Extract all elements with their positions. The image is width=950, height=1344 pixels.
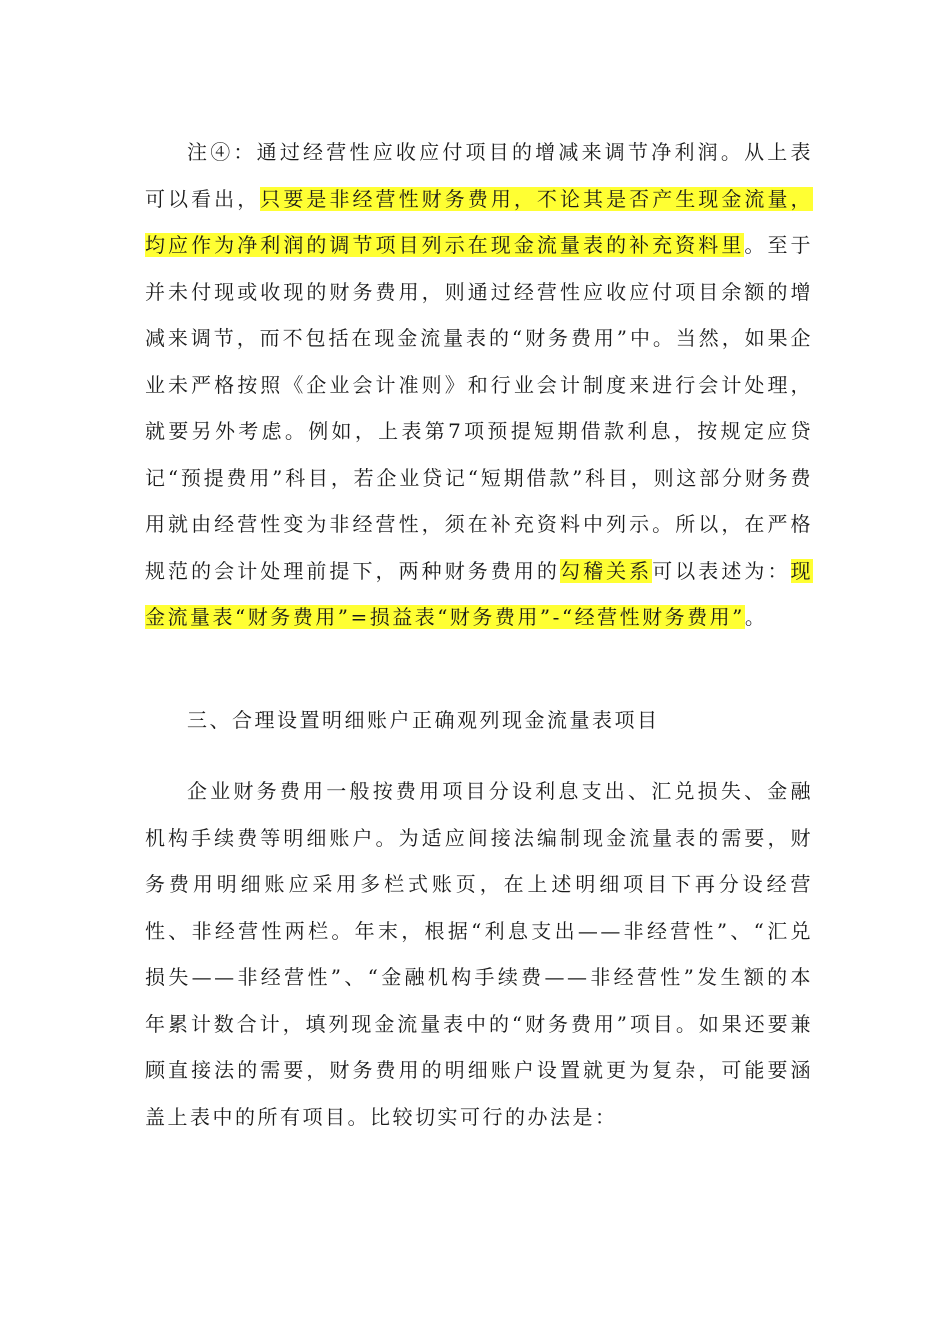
- note-intro-text: 注④：通过经营性应收应付项目的增减来调节净利润。从上表可以看出，: [145, 140, 813, 211]
- note-paragraph: [145, 129, 813, 641]
- section-heading: 三、合理设置明细账户正确观列现金流量表项目: [187, 708, 660, 732]
- note-body-text: 。至于并未付现或收现的财务费用，则通过经营性应收应付项目余额的增减来调节，而不包括在现金流量表的“财务费用”中。当然，如果企业未严格按照《企业会计准则》和行业会计制度来进行会计处理，就要另外考虑。例如，上表第7项预提短期借款利息，按规定应贷记“预提费用”科目，若企业贷记“短期借款”科目，则这部分财务费用就由经营性变为非经营性，须在补充资料中列示。所以，在严格规范的会计处理前提下，两种财务费用的: [145, 233, 814, 583]
- highlight-reconciliation-relationship: 勾稽关系: [559, 558, 653, 583]
- body-paragraph: 企业财务费用一般按费用项目分设利息支出、汇兑损失、金融机构手续费等明细账户。为适应间接法编制现金流量表的需要，财务费用明细账应采用多栏式账页，在上述明细项目下再分设经营性、非经营性两栏。年末，根据“利息支出——非经营性”、“汇兑损失——非经营性”、“金融机构手续费——非经营性”发生额的本年累计数合计，填列现金流量表中的“财务费用”项目。如果还要兼顾直接法的需要，财务费用的明细账户设置就更为复杂，可能要涵盖上表中的所有项目。比较切实可行的办法是：: [145, 779, 813, 1129]
- highlight-formula: 现金流量表“财务费用”=损益表“财务费用”-“经营性财务费用”: [145, 558, 814, 629]
- highlight-non-operating-expense: 只要是非经营性财务费用，不论其是否产生现金流量，均应作为净利润的调节项目列示在现金流量表的补充资料里: [145, 186, 814, 257]
- note-expression-lead: 可以表述为：: [652, 558, 791, 583]
- note-end-punctuation: 。: [744, 605, 768, 629]
